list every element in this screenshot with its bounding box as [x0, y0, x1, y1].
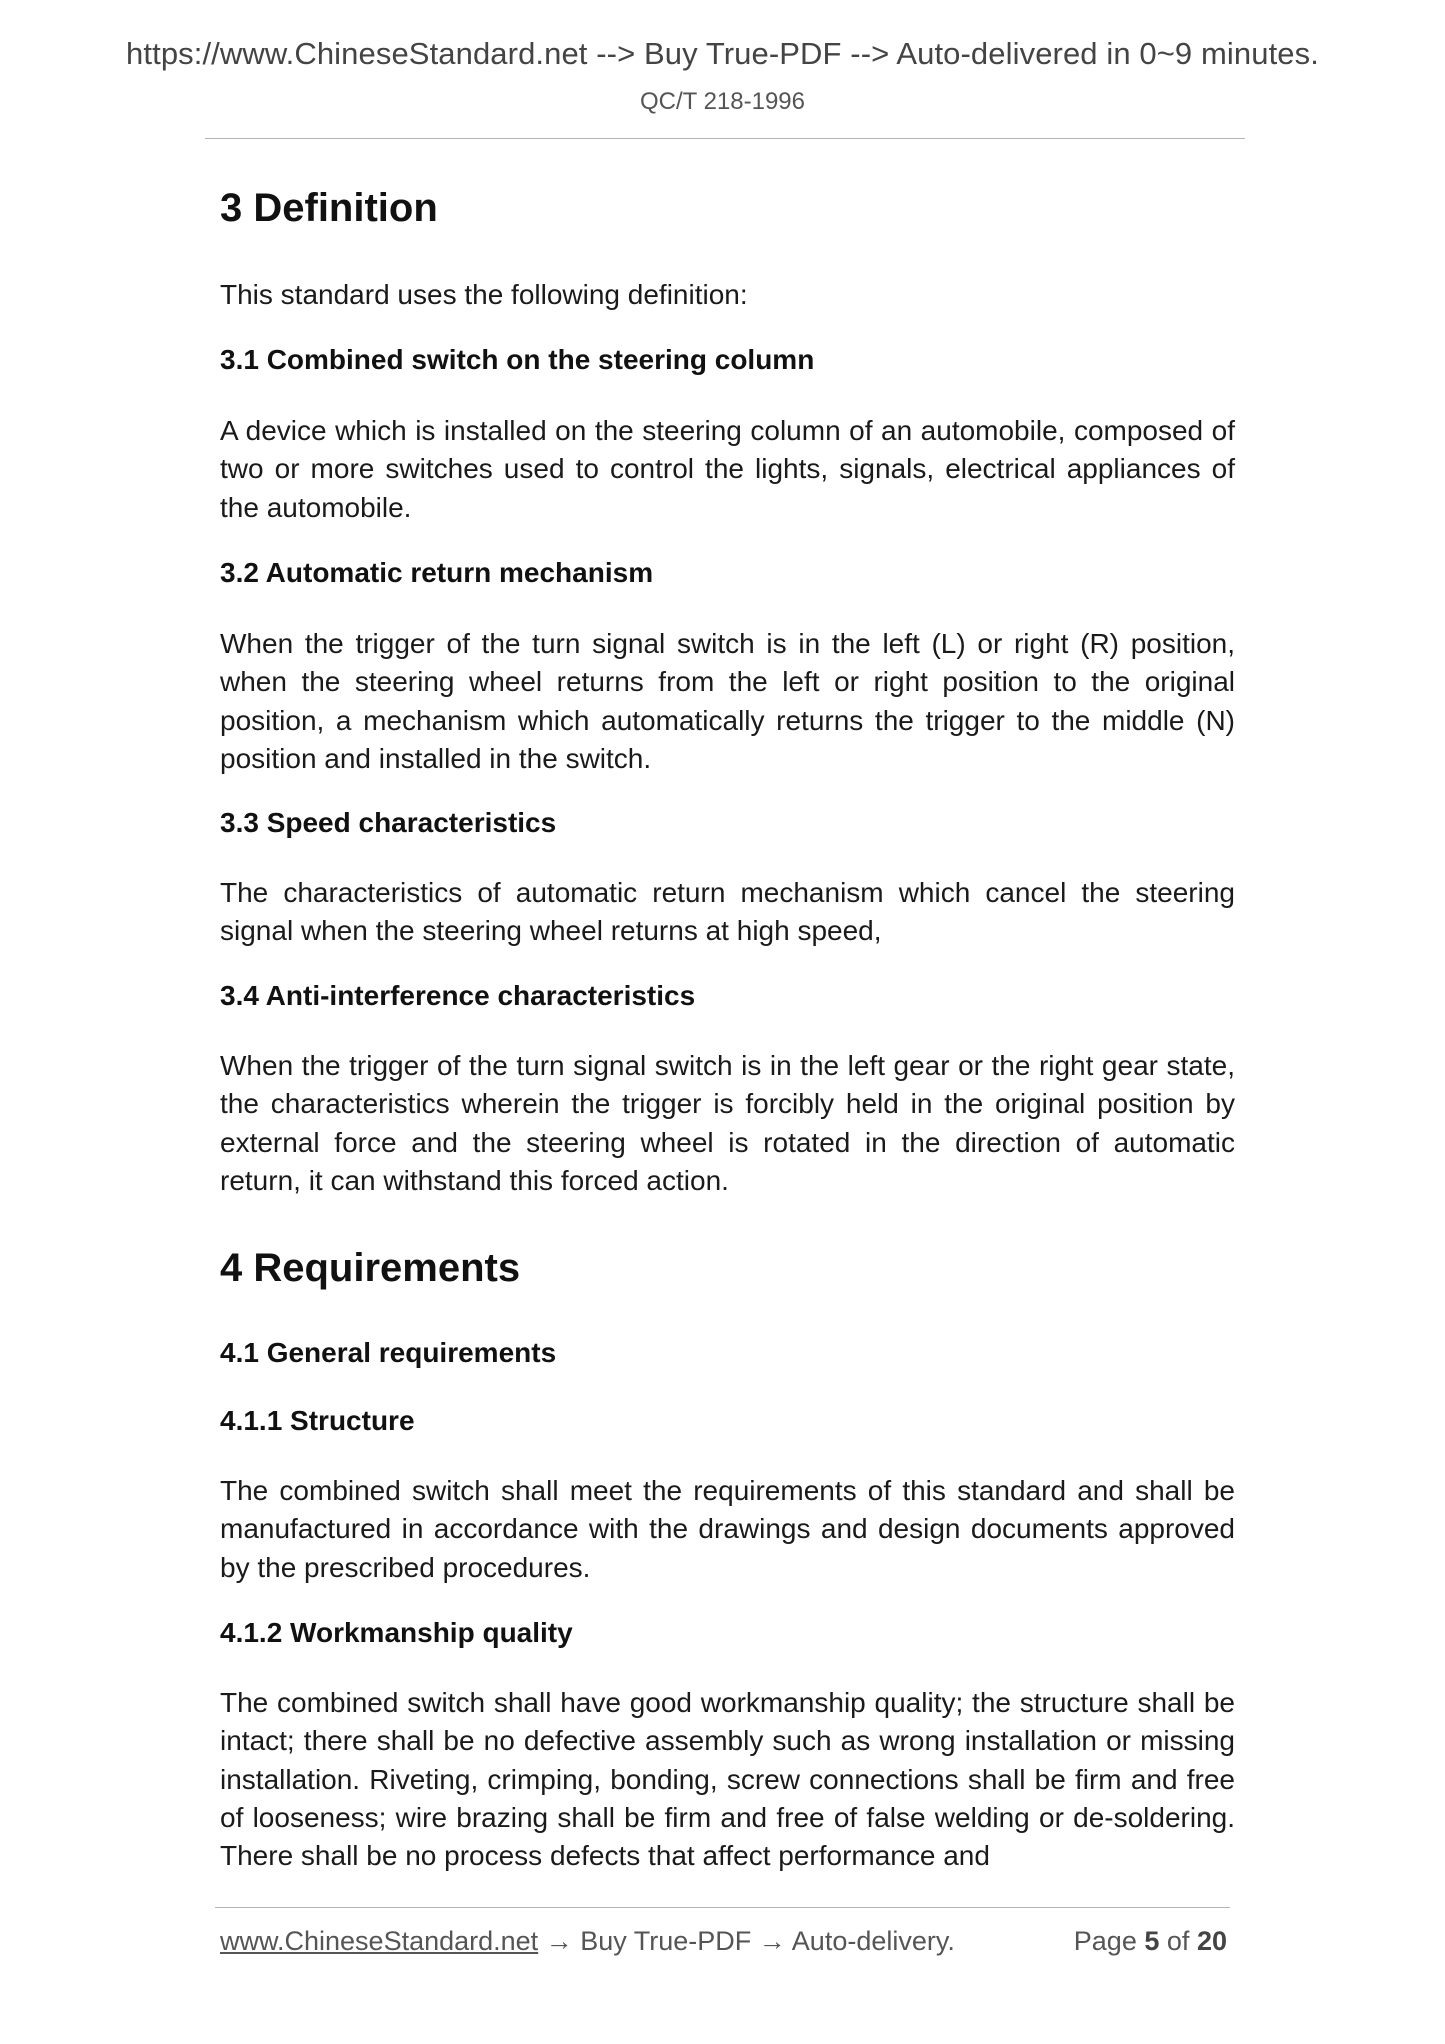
page-label: Page	[1073, 1926, 1137, 1956]
arrow-icon: →	[545, 1926, 573, 1956]
section-4-heading: 4 Requirements	[220, 1246, 521, 1290]
section-3-4-heading: 3.4 Anti-interference characteristics	[220, 980, 696, 1011]
section-3-intro: This standard uses the following definition:	[220, 279, 748, 310]
section-3-3-heading: 3.3 Speed characteristics	[220, 807, 557, 838]
buy-text: Buy True-PDF	[580, 1926, 752, 1956]
section-3-4-text: When the trigger of the turn signal switch is in the left gear or the right gear state, the characteristics wherein the trigger is forcibly held in the original position by external force and the steering wheel is rotated in the direction of automatic return, it can withstand this forced action.	[220, 1050, 1235, 1196]
of-label: of	[1166, 1926, 1190, 1956]
page-number: 5	[1144, 1926, 1160, 1956]
section-4-1-1-text: The combined switch shall meet the requirements of this standard and shall be manufactured in accordance with the drawings and design documents approved by the prescribed procedures.	[220, 1475, 1235, 1583]
section-3-2-heading: 3.2 Automatic return mechanism	[220, 557, 654, 588]
arrow-icon: →	[758, 1926, 786, 1956]
header-banner: https://www.ChineseStandard.net --> Buy True-PDF --> Auto-delivered in 0~9 minutes.	[126, 36, 1319, 71]
section-4-1-2-heading: 4.1.2 Workmanship quality	[220, 1617, 573, 1648]
section-3-heading: 3 Definition	[220, 186, 438, 230]
section-4-1-heading: 4.1 General requirements	[220, 1337, 557, 1368]
section-4-1-2-text: The combined switch shall have good workmanship quality; the structure shall be intact; there shall be no defective assembly such as wrong installation or missing installation. Riveting, crimping, bonding, screw connections shall be firm and free of looseness; wire brazing shall be firm and free of false welding or de-soldering. There shall be no process defects that affect performance and	[220, 1687, 1235, 1872]
delivery-text: Auto-delivery.	[791, 1926, 955, 1956]
section-3-2-text: When the trigger of the turn signal switch is in the left (L) or right (R) position, when the steering wheel returns from the left or right position to the original position, a mechanism which automatically returns the trigger to the middle (N) position and installed in the switch.	[220, 628, 1235, 774]
footer-promo	[220, 1926, 955, 1957]
website-link[interactable]: www.ChineseStandard.net	[220, 1926, 539, 1956]
standard-code: QC/T 218-1996	[640, 88, 805, 115]
header-divider	[205, 138, 1245, 139]
total-pages: 20	[1196, 1926, 1227, 1956]
section-4-1-1-heading: 4.1.1 Structure	[220, 1405, 415, 1436]
page-counter	[1074, 1926, 1227, 1957]
footer-divider	[215, 1907, 1230, 1908]
section-3-1-text: A device which is installed on the steering column of an automobile, composed of two or more switches used to control the lights, signals, electrical appliances of the automobile.	[220, 415, 1235, 523]
section-3-1-heading: 3.1 Combined switch on the steering column	[220, 344, 815, 375]
section-3-3-text: The characteristics of automatic return mechanism which cancel the steering signal when the steering wheel returns at high speed,	[220, 877, 1235, 947]
